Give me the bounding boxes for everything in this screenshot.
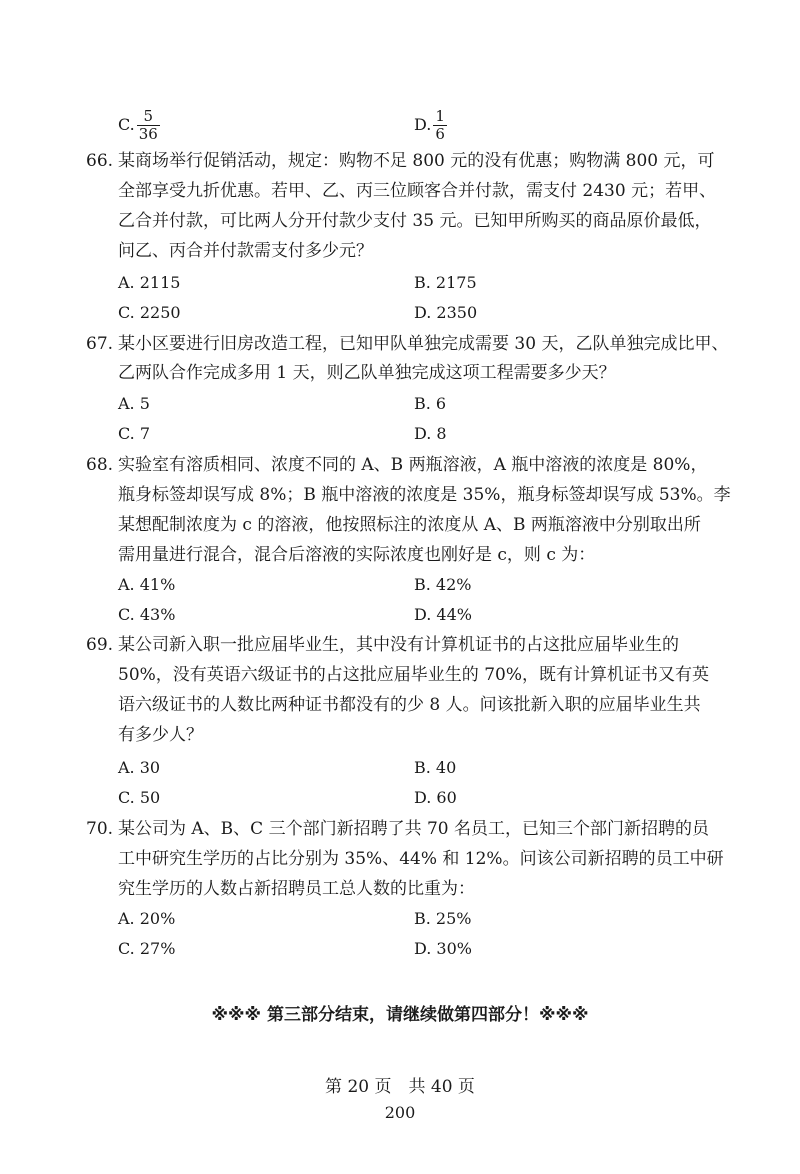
option-a: A. 30 [118, 758, 161, 777]
question-text-line: 50%，没有英语六级证书的占这批应届毕业生的 70%，既有计算机证书又有英 [118, 665, 709, 685]
fraction [433, 108, 447, 143]
question-text-line: 某公司新入职一批应届毕业生，其中没有计算机证书的占这批应届毕业生的 [118, 635, 679, 655]
question-number: 69. [86, 635, 114, 655]
question-text-line: 问乙、丙合并付款需支付多少元？ [118, 241, 373, 261]
option-label: D. [414, 115, 432, 134]
question-number: 70. [86, 819, 114, 839]
question-text-line: 实验室有溶质相同、浓度不同的 A、B 两瓶溶液，A 瓶中溶液的浓度是 80%， [118, 455, 708, 475]
question-text-line: 乙两队合作完成多用 1 天，则乙队单独完成这项工程需要多少天？ [118, 363, 616, 383]
question-text-line: 有多少人？ [118, 725, 203, 745]
question-text-line: 瓶身标签却误写成 8%；B 瓶中溶液的浓度是 35%，瓶身标签却误写成 53%。李 [118, 485, 731, 505]
question-text-line: 究生学历的人数占新招聘员工总人数的比重为： [118, 879, 475, 899]
question-text-line: 全部享受九折优惠。若甲、乙、丙三位顾客合并付款，需支付 2430 元；若甲、 [118, 181, 717, 201]
prev-option-c [118, 108, 160, 143]
page-number: 200 [384, 1103, 416, 1122]
question-text-line: 某小区要进行旧房改造工程，已知甲队单独完成需要 30 天，乙队单独完成比甲、 [118, 334, 729, 354]
question-number: 68. [86, 455, 114, 475]
question-text-line: 某想配制浓度为 c 的溶液，他按照标注的浓度从 A、B 两瓶溶液中分别取出所 [118, 515, 701, 535]
fraction-denominator: 36 [138, 125, 158, 143]
question-text-line: 某商场举行促销活动，规定：购物不足 800 元的没有优惠；购物满 800 元，可 [118, 151, 715, 171]
option-c: C. 43% [118, 605, 176, 624]
option-a: A. 20% [118, 909, 176, 928]
question-number: 67. [86, 334, 114, 354]
question-text-line: 工中研究生学历的占比分别为 35%、44% 和 12%。问该公司新招聘的员工中研 [118, 849, 724, 869]
question-text-line: 语六级证书的人数比两种证书都没有的少 8 人。问该批新入职的应届毕业生共 [118, 695, 701, 715]
option-d: D. 2350 [414, 303, 478, 322]
option-a: A. 41% [118, 575, 176, 594]
section-end-notice: ※※※ 第三部分结束，请继续做第四部分！※※※ [211, 1005, 589, 1025]
fraction [137, 108, 160, 143]
option-c: C. 2250 [118, 303, 181, 322]
question-text-line: 某公司为 A、B、C 三个部门新招聘了共 70 名员工，已知三个部门新招聘的员 [118, 819, 710, 839]
option-label: C. [118, 115, 135, 134]
question-text-line: 需用量进行混合，混合后溶液的实际浓度也刚好是 c，则 c 为： [118, 545, 596, 565]
option-c: C. 7 [118, 424, 151, 443]
question-text-line: 乙合并付款，可比两人分开付款少支付 35 元。已知甲所购买的商品原价最低， [118, 211, 712, 231]
option-b: B. 40 [414, 758, 457, 777]
option-d: D. 8 [414, 424, 447, 443]
fraction-denominator: 6 [435, 125, 445, 143]
prev-option-d [414, 108, 447, 143]
option-a: A. 5 [118, 394, 150, 413]
option-b: B. 42% [414, 575, 472, 594]
fraction-numerator: 5 [143, 107, 154, 125]
option-d: D. 60 [414, 788, 457, 807]
option-b: B. 2175 [414, 273, 477, 292]
option-b: B. 6 [414, 394, 447, 413]
question-number: 66. [86, 151, 114, 171]
option-a: A. 2115 [118, 273, 181, 292]
fraction-numerator: 1 [435, 107, 445, 125]
option-d: D. 30% [414, 939, 472, 958]
option-c: C. 50 [118, 788, 161, 807]
option-b: B. 25% [414, 909, 472, 928]
option-d: D. 44% [414, 605, 472, 624]
page-footer-count: 第 20 页 共 40 页 [325, 1077, 475, 1097]
option-c: C. 27% [118, 939, 176, 958]
